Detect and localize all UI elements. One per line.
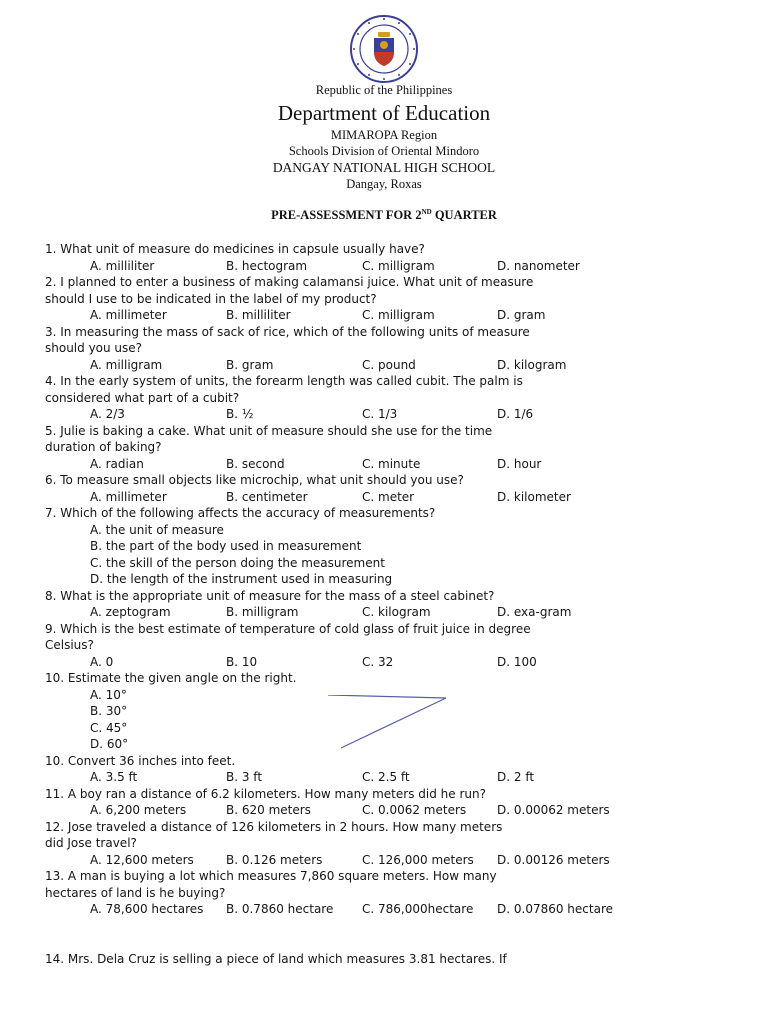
answer-option: D. the length of the instrument used in measuring bbox=[90, 572, 393, 586]
division-line: Schools Division of Oriental Mindoro bbox=[288, 144, 480, 158]
answer-options bbox=[45, 357, 745, 374]
question-text: 6. To measure small objects like microchip, what unit should you use? bbox=[45, 473, 464, 487]
question-14 bbox=[45, 868, 745, 918]
answer-option: B. milliliter bbox=[226, 308, 291, 322]
answer-option: C. meter bbox=[362, 489, 415, 504]
question-text: considered what part of a cubit? bbox=[45, 390, 240, 405]
question-text: should you use? bbox=[45, 341, 143, 355]
blank-gap bbox=[45, 918, 745, 951]
question-text: 13. A man is buying a lot which measures 7,860 square meters. How many bbox=[45, 869, 497, 883]
question-13 bbox=[45, 819, 745, 869]
answer-option: B. hectogram bbox=[226, 258, 308, 273]
department-name: Department of Education bbox=[277, 100, 491, 125]
answer-option: D. hour bbox=[497, 456, 542, 471]
answer-option: B. second bbox=[226, 456, 285, 471]
answer-options bbox=[45, 802, 745, 819]
answer-options bbox=[45, 456, 745, 473]
answer-option: B. centimeter bbox=[226, 489, 308, 504]
question-4 bbox=[45, 373, 745, 423]
question-text: 2. I planned to enter a business of making calamansi juice. What unit of measure bbox=[45, 275, 534, 289]
answer-options bbox=[45, 406, 745, 423]
answer-option: A. millimeter bbox=[90, 489, 167, 504]
answer-option: B. gram bbox=[226, 357, 274, 372]
question-text: 5. Julie is baking a cake. What unit of measure should she use for the time bbox=[45, 423, 493, 438]
angle-ray-bottom bbox=[341, 698, 446, 748]
question-12 bbox=[45, 786, 745, 819]
answer-option: A. radian bbox=[90, 456, 144, 471]
question-8 bbox=[45, 588, 745, 621]
answer-option: B. 30° bbox=[90, 704, 128, 718]
question-list bbox=[45, 241, 745, 967]
question-text: 10. Convert 36 inches into feet. bbox=[45, 753, 236, 768]
answer-options bbox=[45, 769, 745, 786]
answer-option: B. 620 meters bbox=[226, 803, 311, 817]
question-text: duration of baking? bbox=[45, 440, 162, 454]
answer-options bbox=[45, 654, 745, 671]
question-1 bbox=[45, 241, 745, 274]
answer-option: C. milligram bbox=[362, 258, 435, 273]
question-text: 11. A boy ran a distance of 6.2 kilometers. How many meters did he run? bbox=[45, 786, 486, 801]
question-text: 4. In the early system of units, the forearm length was called cubit. The palm is bbox=[45, 374, 523, 388]
angle-ray-top bbox=[328, 695, 446, 698]
answer-option: D. nanometer bbox=[497, 258, 580, 273]
question-text: hectares of land is he buying? bbox=[45, 885, 226, 900]
answer-option: A. 2/3 bbox=[90, 407, 125, 421]
answer-option: B. 10 bbox=[226, 654, 258, 669]
answer-option: A. milliliter bbox=[90, 258, 155, 273]
question-text: 14. Mrs. Dela Cruz is selling a piece of land which measures 3.81 hectares. If bbox=[45, 951, 507, 966]
answer-option: D. kilometer bbox=[497, 489, 571, 504]
question-text: should I use to be indicated in the label of my product? bbox=[45, 291, 377, 306]
question-text: Celsius? bbox=[45, 638, 94, 652]
answer-option: B. 0.126 meters bbox=[226, 852, 323, 867]
region-line: MIMAROPA Region bbox=[330, 127, 438, 142]
question-2 bbox=[45, 274, 745, 324]
answer-option: B. milligram bbox=[226, 605, 299, 619]
answer-option: D. 60° bbox=[90, 737, 129, 751]
answer-option: C. 1/3 bbox=[362, 407, 398, 421]
answer-options bbox=[45, 489, 745, 506]
question-5 bbox=[45, 423, 745, 473]
answer-option: D. 0.00126 meters bbox=[497, 852, 610, 867]
question-9 bbox=[45, 621, 745, 671]
title-prefix: PRE-ASSESSMENT FOR 2 bbox=[271, 208, 422, 222]
answer-option: A. 78,600 hectares bbox=[90, 902, 204, 916]
question-text: did Jose travel? bbox=[45, 836, 137, 850]
question-7 bbox=[45, 505, 745, 588]
answer-options bbox=[45, 901, 745, 918]
question-10 bbox=[45, 670, 745, 753]
deped-seal-icon bbox=[349, 14, 419, 84]
republic-line: Republic of the Philippines bbox=[315, 83, 453, 97]
answer-option: C. 2.5 ft bbox=[362, 770, 410, 784]
vertical-options bbox=[45, 522, 745, 588]
answer-option: D. 100 bbox=[497, 654, 537, 669]
exam-title bbox=[0, 208, 768, 223]
answer-option: B. 0.7860 hectare bbox=[226, 902, 334, 916]
answer-option: D. 2 ft bbox=[497, 770, 535, 784]
question-6 bbox=[45, 472, 745, 505]
answer-option: D. exa-gram bbox=[497, 605, 572, 619]
answer-option: C. the skill of the person doing the measurement bbox=[90, 555, 385, 570]
answer-options bbox=[45, 604, 745, 621]
answer-options bbox=[45, 852, 745, 869]
answer-option: B. ½ bbox=[226, 407, 254, 421]
answer-options bbox=[45, 307, 745, 324]
answer-option: A. millimeter bbox=[90, 308, 167, 322]
answer-option: B. 3 ft bbox=[226, 770, 263, 784]
answer-option: C. minute bbox=[362, 456, 421, 471]
title-suffix: QUARTER bbox=[431, 208, 497, 222]
answer-option: A. 0 bbox=[90, 654, 114, 669]
answer-option: A. 12,600 meters bbox=[90, 852, 194, 867]
answer-option: C. kilogram bbox=[362, 605, 431, 619]
question-text: 3. In measuring the mass of sack of rice, which of the following units of measure bbox=[45, 324, 530, 339]
school-address: Dangay, Roxas bbox=[346, 177, 422, 191]
answer-option: C. 126,000 meters bbox=[362, 852, 474, 867]
vertical-options bbox=[45, 687, 745, 753]
question-15 bbox=[45, 951, 745, 968]
answer-options bbox=[45, 258, 745, 275]
answer-option: D. gram bbox=[497, 308, 546, 322]
answer-option: B. the part of the body used in measurement bbox=[90, 539, 362, 553]
question-11 bbox=[45, 753, 745, 786]
answer-option: A. zeptogram bbox=[90, 605, 171, 619]
answer-option: A. 10° bbox=[90, 687, 127, 702]
question-3 bbox=[45, 324, 745, 374]
answer-option: C. pound bbox=[362, 357, 416, 372]
answer-option: A. 6,200 meters bbox=[90, 803, 187, 817]
answer-option: D. kilogram bbox=[497, 357, 567, 372]
answer-option: C. milligram bbox=[362, 308, 435, 322]
answer-option: D. 1/6 bbox=[497, 407, 534, 421]
answer-option: A. the unit of measure bbox=[90, 522, 224, 537]
title-superscript: ND bbox=[421, 208, 432, 216]
answer-option: A. milligram bbox=[90, 357, 163, 372]
answer-option: C. 45° bbox=[90, 720, 128, 735]
answer-option: C. 786,000hectare bbox=[362, 902, 474, 916]
question-text: 10. Estimate the given angle on the right. bbox=[45, 671, 297, 685]
question-text: 1. What unit of measure do medicines in capsule usually have? bbox=[45, 242, 425, 256]
answer-option: C. 0.0062 meters bbox=[362, 803, 467, 817]
answer-option: D. 0.07860 hectare bbox=[497, 902, 614, 916]
question-text: 8. What is the appropriate unit of measure for the mass of a steel cabinet? bbox=[45, 588, 495, 603]
answer-option: A. 3.5 ft bbox=[90, 770, 138, 784]
letterhead bbox=[0, 82, 768, 193]
angle-figure bbox=[325, 695, 455, 753]
question-text: 7. Which of the following affects the accuracy of measurements? bbox=[45, 506, 436, 520]
answer-option: D. 0.00062 meters bbox=[497, 803, 610, 817]
school-name: DANGAY NATIONAL HIGH SCHOOL bbox=[272, 159, 496, 175]
question-text: 12. Jose traveled a distance of 126 kilometers in 2 hours. How many meters bbox=[45, 819, 503, 834]
answer-option: C. 32 bbox=[362, 654, 394, 669]
question-text: 9. Which is the best estimate of temperature of cold glass of fruit juice in degree bbox=[45, 621, 531, 636]
